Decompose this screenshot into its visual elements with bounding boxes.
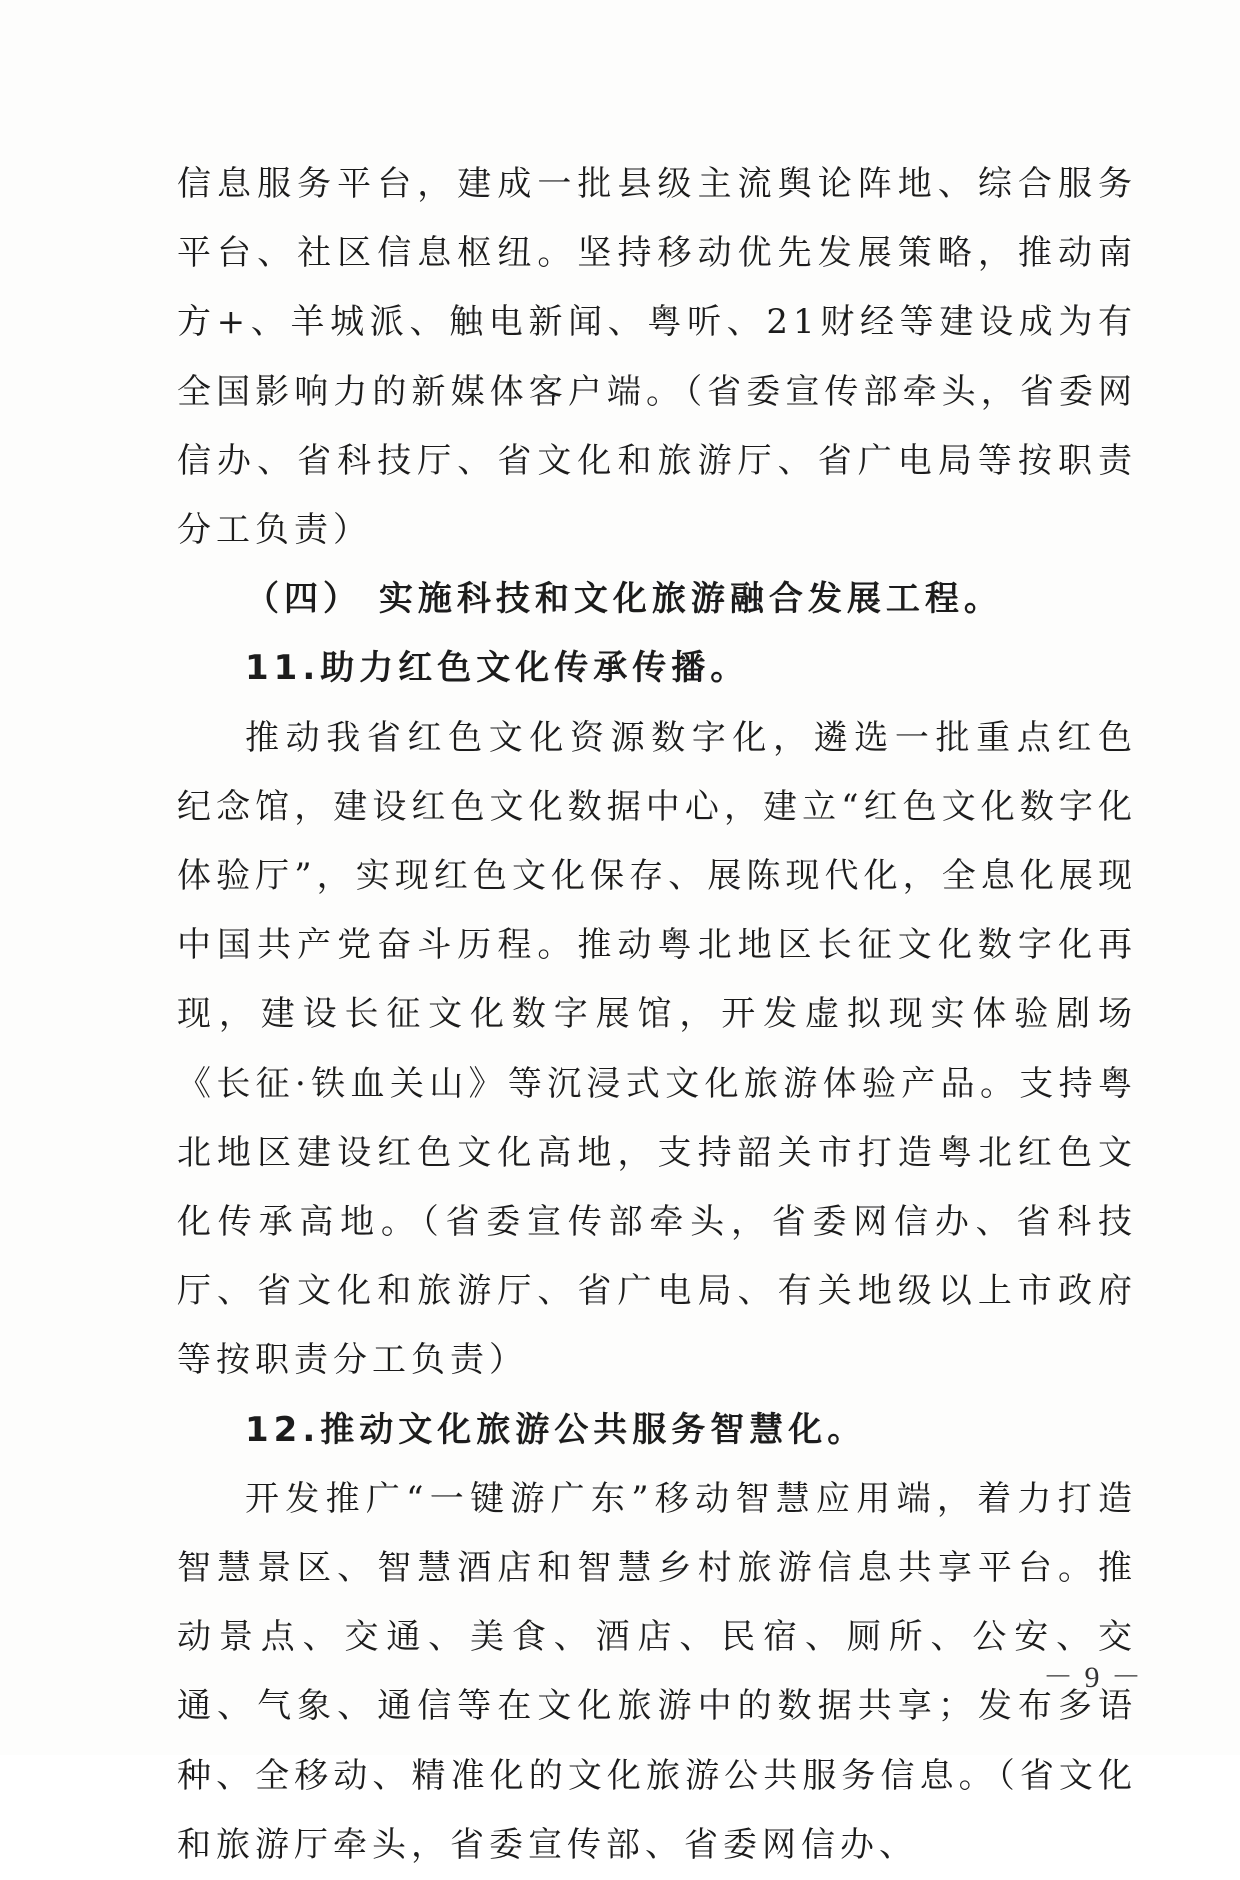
subheading-11: 11.助力红色文化传承传播。 — [245, 648, 750, 689]
paragraph-continued: 信息服务平台，建成一批县级主流舆论阵地、综合服务平台、社区信息枢纽。坚持移动优先发展策略，推动南方+、羊城派、触电新闻、粤听、21财经等建设成为有全国影响力的新媒体客户端。（省委宣传部牵头，省委网信办、省科技厅、省文化和旅游厅、省广电局等按职责分工负责） — [177, 164, 1137, 551]
document-body — [177, 150, 1137, 1880]
page-number: － 9 － — [1043, 1661, 1143, 1694]
paragraph-smart-tourism: 开发推广“一键游广东”移动智慧应用端，着力打造智慧景区、智慧酒店和智慧乡村旅游信息共享平台。推动景点、交通、美食、酒店、民宿、厕所、公安、交通、气象、通信等在文化旅游中的数据共享；发布多语种、全移动、精准化的文化旅游公共服务信息。（省文化和旅游厅牵头，省委宣传部、省委网信办、 — [177, 1478, 1137, 1865]
paragraph-red-culture: 推动我省红色文化资源数字化，遴选一批重点红色纪念馆，建设红色文化数据中心，建立“红色文化数字化体验厅”，实现红色文化保存、展陈现代化，全息化展现中国共产党奋斗历程。推动粤北地区长征文化数字化再现，建设长征文化数字展馆，开发虚拟现实体验剧场《长征·铁血关山》等沉浸式文化旅游体验产品。支持粤北地区建设红色文化高地，支持韶关市打造粤北红色文化传承高地。（省委宣传部牵头，省委网信办、省科技厅、省文化和旅游厅、省广电局、有关地级以上市政府等按职责分工负责） — [177, 717, 1137, 1381]
subheading-12: 12.推动文化旅游公共服务智慧化。 — [245, 1409, 867, 1450]
section-heading-4: （四） 实施科技和文化旅游融合发展工程。 — [245, 579, 1003, 620]
